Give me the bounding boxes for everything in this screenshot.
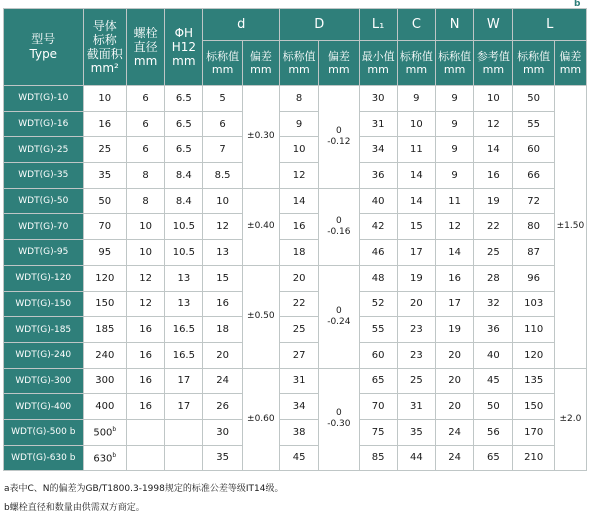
footnotes xyxy=(4,480,283,518)
section-value: 95 xyxy=(98,246,112,258)
hole-cell: 17 xyxy=(165,368,203,394)
C-cell: 11 xyxy=(397,137,435,163)
section-value: 300 xyxy=(95,375,115,387)
d-nominal-cell: 10 xyxy=(203,188,242,214)
C-cell: 23 xyxy=(397,342,435,368)
L-nominal-cell: 96 xyxy=(513,265,554,291)
D-header: D xyxy=(279,9,359,41)
C-nominal-header xyxy=(397,41,435,86)
section-cell xyxy=(83,137,126,163)
D-tolerance-lower: -0.16 xyxy=(327,226,351,237)
type-header-en: Type xyxy=(29,47,58,61)
C-cell: 35 xyxy=(397,419,435,445)
section-cell xyxy=(83,419,126,445)
L1-cell: 36 xyxy=(359,163,397,189)
type-header-cn: 型号 xyxy=(31,32,56,46)
model-cell: WDT(G)-500 b xyxy=(4,419,84,445)
L-deviation-header xyxy=(554,41,586,86)
L1-min-header xyxy=(359,41,397,86)
C-cell: 20 xyxy=(397,291,435,317)
C-nominal-label: 标称值 xyxy=(399,50,433,63)
C-cell: 10 xyxy=(397,111,435,137)
L1-cell: 65 xyxy=(359,368,397,394)
N-cell: 20 xyxy=(435,342,473,368)
d-tolerance-cell: ±0.50 xyxy=(242,265,279,368)
D-nominal-header xyxy=(279,41,318,86)
L-nominal-cell: 210 xyxy=(513,445,554,471)
N-cell: 19 xyxy=(435,317,473,343)
L1-cell: 31 xyxy=(359,111,397,137)
C-cell: 31 xyxy=(397,394,435,420)
D-tolerance-lower: -0.24 xyxy=(327,316,351,327)
d-nominal-label: 标称值 xyxy=(206,50,240,63)
bolt-cell: 6 xyxy=(126,137,164,163)
d-deviation-unit: mm xyxy=(250,63,272,76)
section-header-l1: 导体 xyxy=(92,19,117,33)
N-cell: 24 xyxy=(435,419,473,445)
bolt-header xyxy=(126,9,164,86)
L-nominal-cell: 170 xyxy=(513,419,554,445)
W-cell: 28 xyxy=(474,265,513,291)
section-cell xyxy=(83,445,126,471)
d-nominal-unit: mm xyxy=(211,63,234,76)
d-nominal-cell: 13 xyxy=(203,240,242,266)
L-nominal-cell: 135 xyxy=(513,368,554,394)
N-cell: 14 xyxy=(435,240,473,266)
C-cell: 14 xyxy=(397,188,435,214)
d-nominal-cell: 18 xyxy=(203,317,242,343)
hole-header xyxy=(165,9,203,86)
L1-cell: 85 xyxy=(359,445,397,471)
W-cell: 25 xyxy=(474,240,513,266)
table-row xyxy=(4,137,587,163)
footnote-a: a表中C、N的偏差为GB/T1800.3-1998规定的标准公差等级IT14级。 xyxy=(4,484,284,494)
L-nominal-header xyxy=(513,41,554,86)
C-cell: 23 xyxy=(397,317,435,343)
N-cell: 24 xyxy=(435,445,473,471)
d-nominal-cell: 8.5 xyxy=(203,163,242,189)
D-deviation-label: 偏差 xyxy=(327,50,350,63)
model-cell: WDT(G)-300 xyxy=(4,368,84,394)
N-cell: 20 xyxy=(435,368,473,394)
bolt-cell: 10 xyxy=(126,240,164,266)
section-cell xyxy=(83,240,126,266)
model-cell: WDT(G)-16 xyxy=(4,111,84,137)
L-tolerance-cell: ±2.0 xyxy=(554,368,586,471)
bolt-header-l1: 螺栓 xyxy=(133,26,158,40)
L-nominal-cell: 87 xyxy=(513,240,554,266)
model-cell: WDT(G)-630 b xyxy=(4,445,84,471)
d-nominal-cell: 24 xyxy=(203,368,242,394)
W-cell: 40 xyxy=(474,342,513,368)
D-nominal-cell: 8 xyxy=(279,86,318,112)
L1-cell: 48 xyxy=(359,265,397,291)
d-deviation-header xyxy=(242,41,279,86)
hole-cell xyxy=(165,445,203,471)
L1-cell: 55 xyxy=(359,317,397,343)
W-cell: 14 xyxy=(474,137,513,163)
d-nominal-cell: 30 xyxy=(203,419,242,445)
section-cell xyxy=(83,394,126,420)
section-value: 400 xyxy=(95,401,115,413)
hole-header-unit: mm xyxy=(172,54,196,68)
L-nominal-cell: 103 xyxy=(513,291,554,317)
table-row xyxy=(4,240,587,266)
model-cell: WDT(G)-70 xyxy=(4,214,84,240)
section-header-unit: mm² xyxy=(90,61,119,75)
D-deviation-unit: mm xyxy=(328,63,350,76)
corner-footnote-mark: b xyxy=(574,0,581,9)
bolt-cell: 12 xyxy=(126,291,164,317)
table-row xyxy=(4,445,587,471)
bolt-cell xyxy=(126,445,164,471)
hole-cell: 6.5 xyxy=(165,86,203,112)
table-row xyxy=(4,419,587,445)
table-body xyxy=(4,86,587,471)
bolt-cell: 16 xyxy=(126,317,164,343)
section-cell xyxy=(83,188,126,214)
C-header: C xyxy=(397,9,435,41)
D-deviation-header xyxy=(319,41,359,86)
W-cell: 65 xyxy=(474,445,513,471)
section-header-l3: 截面积 xyxy=(86,47,123,61)
model-cell: WDT(G)-150 xyxy=(4,291,84,317)
d-nominal-cell: 16 xyxy=(203,291,242,317)
N-cell: 9 xyxy=(435,86,473,112)
d-tolerance-cell: ±0.40 xyxy=(242,188,279,265)
L1-cell: 75 xyxy=(359,419,397,445)
L1-cell: 34 xyxy=(359,137,397,163)
L1-cell: 40 xyxy=(359,188,397,214)
W-cell: 22 xyxy=(474,214,513,240)
L-tolerance-cell: ±1.50 xyxy=(554,86,586,369)
table-row xyxy=(4,214,587,240)
N-header: N xyxy=(435,9,473,41)
hole-cell: 13 xyxy=(165,265,203,291)
model-cell: WDT(G)-240 xyxy=(4,342,84,368)
section-value: 500 xyxy=(93,427,113,439)
hole-cell: 6.5 xyxy=(165,137,203,163)
D-nominal-cell: 34 xyxy=(279,394,318,420)
W-cell: 45 xyxy=(474,368,513,394)
terminal-spec-table xyxy=(3,8,587,471)
N-cell: 12 xyxy=(435,214,473,240)
L-nominal-label: 标称值 xyxy=(517,50,551,63)
C-cell: 19 xyxy=(397,265,435,291)
L-nominal-cell: 60 xyxy=(513,137,554,163)
table-row xyxy=(4,265,587,291)
hole-cell: 17 xyxy=(165,394,203,420)
section-cell xyxy=(83,342,126,368)
D-tolerance-upper: 0 xyxy=(335,215,342,226)
section-value: 185 xyxy=(95,324,115,336)
N-cell: 9 xyxy=(435,137,473,163)
D-tolerance-upper: 0 xyxy=(335,125,342,136)
N-nominal-label: 标称值 xyxy=(438,50,472,63)
D-tolerance-cell xyxy=(319,188,359,265)
section-value: 120 xyxy=(95,272,115,284)
hole-header-l2: H12 xyxy=(171,40,196,54)
hole-cell: 10.5 xyxy=(165,240,203,266)
section-cell xyxy=(83,265,126,291)
d-nominal-cell: 35 xyxy=(203,445,242,471)
section-cell xyxy=(83,291,126,317)
D-nominal-cell: 20 xyxy=(279,265,318,291)
D-nominal-cell: 45 xyxy=(279,445,318,471)
bolt-header-l2: 直径 xyxy=(133,40,158,54)
D-tolerance-cell xyxy=(319,368,359,471)
L-nominal-cell: 50 xyxy=(513,86,554,112)
C-cell: 14 xyxy=(397,163,435,189)
W-cell: 50 xyxy=(474,394,513,420)
bolt-cell: 6 xyxy=(126,111,164,137)
L1-min-label: 最小值 xyxy=(361,50,395,63)
bolt-header-unit: mm xyxy=(133,54,158,68)
D-nominal-cell: 10 xyxy=(279,137,318,163)
model-cell: WDT(G)-185 xyxy=(4,317,84,343)
hole-cell: 13 xyxy=(165,291,203,317)
section-cell xyxy=(83,368,126,394)
D-nominal-cell: 9 xyxy=(279,111,318,137)
D-nominal-cell: 14 xyxy=(279,188,318,214)
section-value: 150 xyxy=(95,298,115,310)
d-tolerance-cell: ±0.30 xyxy=(242,86,279,189)
section-value: 10 xyxy=(98,92,112,104)
D-nominal-cell: 18 xyxy=(279,240,318,266)
bolt-cell: 16 xyxy=(126,342,164,368)
C-nominal-unit: mm xyxy=(405,63,428,76)
bolt-cell: 6 xyxy=(126,86,164,112)
N-cell: 20 xyxy=(435,394,473,420)
L1-cell: 70 xyxy=(359,394,397,420)
hole-cell: 16.5 xyxy=(165,317,203,343)
D-nominal-unit: mm xyxy=(288,63,310,76)
footnote-b: b螺栓直径和数量由供需双方商定。 xyxy=(4,503,145,513)
L1-cell: 46 xyxy=(359,240,397,266)
section-value: 630 xyxy=(93,453,113,465)
W-cell: 32 xyxy=(474,291,513,317)
N-nominal-header xyxy=(435,41,473,86)
bolt-cell xyxy=(126,419,164,445)
table-row xyxy=(4,317,587,343)
d-tolerance-cell: ±0.60 xyxy=(242,368,279,471)
section-footnote-mark: b xyxy=(112,426,117,434)
section-header-l2: 标称 xyxy=(92,33,117,47)
D-tolerance-lower: -0.30 xyxy=(327,419,351,430)
D-nominal-cell: 31 xyxy=(279,368,318,394)
section-value: 70 xyxy=(98,221,112,233)
table-row xyxy=(4,291,587,317)
bolt-cell: 10 xyxy=(126,214,164,240)
N-cell: 11 xyxy=(435,188,473,214)
L1-cell: 52 xyxy=(359,291,397,317)
section-value: 50 xyxy=(98,195,112,207)
W-cell: 12 xyxy=(474,111,513,137)
L-nominal-cell: 110 xyxy=(513,317,554,343)
table-row xyxy=(4,342,587,368)
d-nominal-cell: 6 xyxy=(203,111,242,137)
bolt-cell: 8 xyxy=(126,188,164,214)
d-nominal-cell: 5 xyxy=(203,86,242,112)
section-footnote-mark: b xyxy=(112,451,117,459)
W-header: W xyxy=(474,9,513,41)
L-nominal-cell: 80 xyxy=(513,214,554,240)
N-cell: 17 xyxy=(435,291,473,317)
C-cell: 44 xyxy=(397,445,435,471)
W-cell: 10 xyxy=(474,86,513,112)
L-nominal-cell: 120 xyxy=(513,342,554,368)
bolt-cell: 8 xyxy=(126,163,164,189)
d-nominal-cell: 20 xyxy=(203,342,242,368)
W-cell: 16 xyxy=(474,163,513,189)
L-nominal-unit: mm xyxy=(522,63,545,76)
W-cell: 19 xyxy=(474,188,513,214)
type-header xyxy=(4,9,84,86)
model-cell: WDT(G)-50 xyxy=(4,188,84,214)
D-tolerance-upper: 0 xyxy=(335,408,342,419)
section-cell xyxy=(83,86,126,112)
N-cell: 9 xyxy=(435,163,473,189)
D-nominal-cell: 25 xyxy=(279,317,318,343)
D-tolerance-cell xyxy=(319,86,359,189)
d-deviation-label: 偏差 xyxy=(249,50,272,63)
C-cell: 17 xyxy=(397,240,435,266)
model-cell: WDT(G)-400 xyxy=(4,394,84,420)
model-cell: WDT(G)-10 xyxy=(4,86,84,112)
table-row xyxy=(4,111,587,137)
d-nominal-cell: 26 xyxy=(203,394,242,420)
D-nominal-cell: 27 xyxy=(279,342,318,368)
bolt-cell: 16 xyxy=(126,368,164,394)
L-nominal-cell: 66 xyxy=(513,163,554,189)
W-reference-header xyxy=(474,41,513,86)
N-nominal-unit: mm xyxy=(443,63,466,76)
section-value: 240 xyxy=(95,349,115,361)
L1-cell: 42 xyxy=(359,214,397,240)
bolt-cell: 12 xyxy=(126,265,164,291)
table-row xyxy=(4,188,587,214)
W-reference-label: 参考值 xyxy=(476,50,510,63)
L1-header: L₁ xyxy=(359,9,397,41)
hole-cell: 6.5 xyxy=(165,111,203,137)
L1-cell: 60 xyxy=(359,342,397,368)
L-deviation-unit: mm xyxy=(559,63,582,76)
D-tolerance-upper: 0 xyxy=(335,305,342,316)
D-nominal-label: 标称值 xyxy=(282,50,316,63)
hole-cell xyxy=(165,419,203,445)
W-cell: 56 xyxy=(474,419,513,445)
N-cell: 16 xyxy=(435,265,473,291)
section-cell xyxy=(83,111,126,137)
W-cell: 36 xyxy=(474,317,513,343)
bolt-cell: 16 xyxy=(126,394,164,420)
section-cell xyxy=(83,317,126,343)
L-nominal-cell: 55 xyxy=(513,111,554,137)
d-nominal-cell: 15 xyxy=(203,265,242,291)
D-tolerance-cell xyxy=(319,265,359,368)
d-nominal-header xyxy=(203,41,242,86)
section-header xyxy=(83,9,126,86)
D-nominal-cell: 12 xyxy=(279,163,318,189)
L-nominal-cell: 150 xyxy=(513,394,554,420)
C-cell: 15 xyxy=(397,214,435,240)
D-tolerance-lower: -0.12 xyxy=(327,136,351,147)
W-reference-unit: mm xyxy=(482,63,505,76)
D-nominal-cell: 38 xyxy=(279,419,318,445)
section-value: 16 xyxy=(98,118,112,130)
D-nominal-cell: 22 xyxy=(279,291,318,317)
model-cell: WDT(G)-95 xyxy=(4,240,84,266)
d-nominal-cell: 7 xyxy=(203,137,242,163)
L-deviation-label: 偏差 xyxy=(559,50,582,63)
model-cell: WDT(G)-35 xyxy=(4,163,84,189)
D-nominal-cell: 16 xyxy=(279,214,318,240)
table-row xyxy=(4,368,587,394)
model-cell: WDT(G)-120 xyxy=(4,265,84,291)
section-cell xyxy=(83,214,126,240)
L-header: L xyxy=(513,9,587,41)
hole-cell: 8.4 xyxy=(165,188,203,214)
section-value: 25 xyxy=(98,144,112,156)
model-cell: WDT(G)-25 xyxy=(4,137,84,163)
C-cell: 9 xyxy=(397,86,435,112)
L-nominal-cell: 72 xyxy=(513,188,554,214)
hole-cell: 16.5 xyxy=(165,342,203,368)
L1-min-unit: mm xyxy=(367,63,389,76)
hole-cell: 10.5 xyxy=(165,214,203,240)
d-header: d xyxy=(203,9,279,41)
C-cell: 25 xyxy=(397,368,435,394)
N-cell: 9 xyxy=(435,111,473,137)
d-nominal-cell: 12 xyxy=(203,214,242,240)
table-row xyxy=(4,394,587,420)
L1-cell: 30 xyxy=(359,86,397,112)
section-value: 35 xyxy=(98,169,112,181)
table-row xyxy=(4,163,587,189)
hole-cell: 8.4 xyxy=(165,163,203,189)
hole-header-l1: ΦH xyxy=(174,26,194,40)
table-row xyxy=(4,86,587,112)
section-cell xyxy=(83,163,126,189)
